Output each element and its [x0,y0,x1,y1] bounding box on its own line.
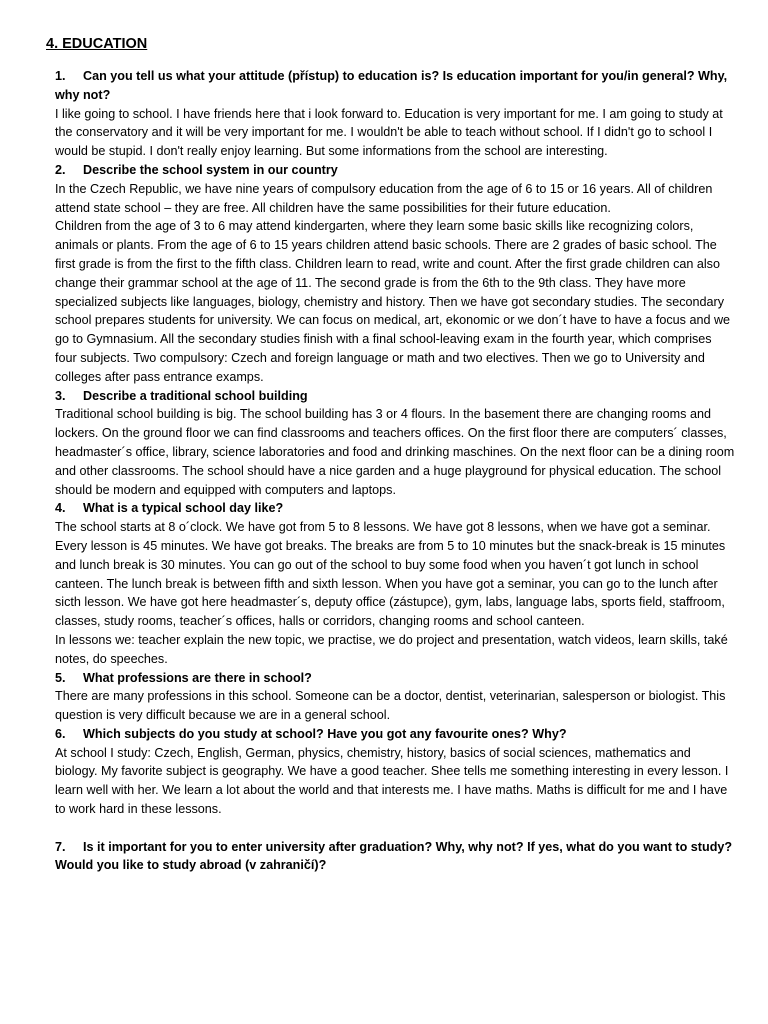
question-4 [55,499,735,518]
question-number: 1. [55,69,66,83]
question-number: 5. [55,670,66,685]
question-text: Is it important for you to enter university after graduation? Why, why not? If yes, what do you want to study? Would you like to study abroad (v zahraničí)? [55,839,733,873]
question-3 [55,387,735,406]
question-6 [55,725,735,744]
document-body [55,67,735,875]
question-number: 6. [55,726,66,741]
question-text: What professions are there in school? [83,670,312,685]
answer-paragraph: Children from the age of 3 to 6 may attend kindergarten, where they learn some basic skills like recognizing colors, animals or plants. From the age of 6 to 15 years children attend basic schools. There are 2 grades of basic school. The first grade is from the first to the fifth class. Children learn to read, write and count. After the first grade children can also change their grammar school at the age of 11. The second grade is from the 6th to the 9th class. They have more specialized subjects like languages, biology, chemistry and history. Then we have got secondary studies. The secondary school prepares students for university. We can focus on medical, art, ekonomic or we don´t have to have a focus and we go to Gymnasium. All the secondary studies finish with a final school-leaving exam in the fourth year, which comprises four subjects. Two compulsory: Czech and foreign language or math and two electives. Then we go to University and colleges after pass entrance examps. [55,219,731,384]
question-text: Can you tell us what your attitude (přístup) to education is? Is education important for you/in general? Why, why not? [55,69,728,102]
question-7 [55,838,735,876]
question-text: What is a typical school day like? [83,501,284,516]
blank-line [55,819,735,838]
question-text: Describe a traditional school building [83,388,308,403]
answer-paragraph: In lessons we: teacher explain the new topic, we practise, we do project and presentation, watch videos, learn skills, také notes, do speeches. [55,632,728,666]
question-text: Describe the school system in our country [83,162,338,177]
question-number: 3. [55,388,66,403]
document-title: 4. EDUCATION [46,36,148,52]
question-text: Which subjects do you study at school? Have you got any favourite ones? Why? [83,726,567,741]
answer-paragraph: Traditional school building is big. The school building has 3 or 4 flours. In the basement there are changing rooms and lockers. On the ground floor we can find classrooms and teachers offices. On the first floor there are computers´ classes, headmaster´s office, library, science laboratories and food and drinking maschines. On the next floor can be a dining room and other classrooms. The school should have a nice garden and a huge playground for physical education. The school should be modern and equipped with computers and laptops. [55,407,735,497]
question-2 [55,161,735,180]
question-number: 7. [55,839,66,854]
answer-paragraph: In the Czech Republic, we have nine years of compulsory education from the age of 6 to 15 or 16 years. All of children attend state school – they are free. All children have the same possibilities for their future education. [55,181,713,215]
question-number: 4. [55,501,66,516]
question-1 [55,67,735,105]
answer-paragraph: The school starts at 8 o´clock. We have got from 5 to 8 lessons. We have got 8 lessons, when we have got a seminar. Every lesson is 45 minutes. We have got breaks. The breaks are from 5 to 10 minutes but the snack-break is 15 minutes and lunch break is 30 minutes. You can go out of the school to buy some food when you haven´t got lunch in school canteen. The lunch break is between fifth and sixth lesson. When you have got a seminar, you can go to the lunch after sicth lesson. We have got here headmaster´s, deputy office (zástupce), gym, labs, language labs, sports field, staffroom, classes, study rooms, teacher´s offices, halls or corridors, changing rooms and school canteen. [55,520,726,629]
answer-paragraph: I like going to school. I have friends here that i look forward to. Education is very important for me. I am going to study at the conservatory and it will be very important for me. I wouldn't be able to teach without school. If I didn't go to school I would be stupid. I don't really enjoy learning. But some informations from the school are interesting. [55,106,723,159]
question-5 [55,669,735,688]
answer-paragraph: There are many professions in this school. Someone can be a doctor, dentist, veterinarian, salesperson or biologist. This question is very difficult because we are in a general school. [55,689,726,723]
answer-paragraph: At school I study: Czech, English, German, physics, chemistry, history, basics of social sciences, mathematics and biology. My favorite subject is geography. We have a good teacher. Shee tells me something interesting in every lesson. I learn well with her. We learn a lot about the world and that interests me. I have maths. Maths is difficult for me and I have to work hard in these lessons. [55,745,729,817]
question-number: 2. [55,162,66,177]
